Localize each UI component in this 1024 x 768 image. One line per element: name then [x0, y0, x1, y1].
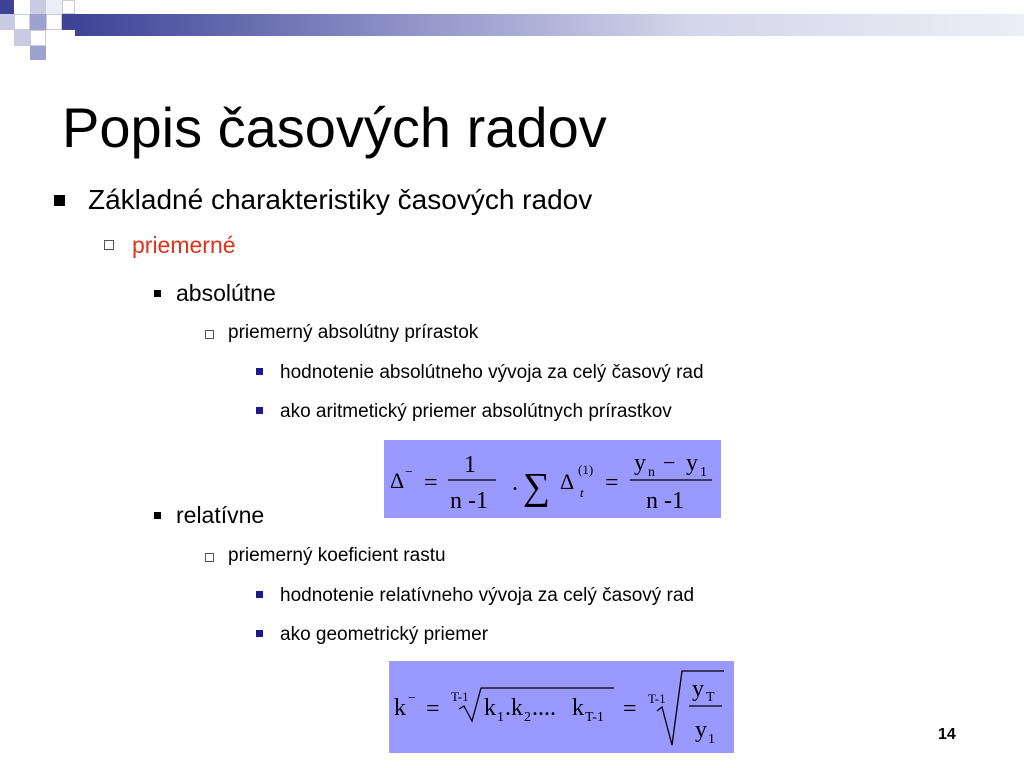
bullet-l5-relative-a: hodnotenie relatívneho vývoja za celý časový rad	[280, 585, 695, 606]
f1-sup: (1)	[578, 462, 594, 477]
bullet-square-icon	[256, 630, 263, 637]
f1-minus: −	[663, 450, 676, 475]
f2-den-1: 1	[708, 732, 715, 747]
f1-num2-y: y	[634, 450, 646, 476]
bullet-square-icon	[256, 591, 263, 598]
decor-square	[46, 14, 62, 30]
f2-k2: k	[511, 695, 523, 721]
f1-den2: n -1	[646, 488, 684, 514]
f1-num1: 1	[464, 452, 476, 478]
f1-lhs: Δ	[390, 468, 405, 493]
bullet-l3-relative: relatívne	[176, 502, 265, 528]
slide-title: Popis časových radov	[62, 96, 607, 159]
decor-square	[46, 0, 62, 14]
bullet-l4-absolute: priemerný absolútny prírastok	[228, 322, 479, 343]
bullet-square-icon	[154, 290, 161, 297]
bullet-l5-absolute-b: ako aritmetický priemer absolútnych prírastkov	[280, 401, 672, 422]
f2-num-y: y	[692, 676, 704, 702]
f2-num-T: T	[706, 690, 715, 705]
bullet-square-icon	[154, 512, 161, 519]
decor-square	[62, 0, 75, 14]
f2-den-y: y	[695, 717, 707, 743]
bullet-square-icon	[256, 368, 263, 375]
bullet-hollow-square-icon	[205, 553, 214, 562]
f2-root-index: T-1	[451, 689, 469, 704]
f1-eq: =	[424, 470, 438, 496]
decor-square	[62, 14, 75, 30]
formula-average-absolute-increment	[384, 440, 721, 518]
f1-num2-n: n	[648, 465, 655, 480]
f2-eq: =	[426, 696, 440, 722]
f2-sT: T-1	[585, 710, 604, 725]
bullet-l4-relative: priemerný koeficient rastu	[228, 545, 446, 566]
f1-bar: −	[405, 465, 413, 480]
f1-num2-y1: y	[686, 450, 698, 476]
f2-root-index2: T-1	[648, 691, 666, 706]
f2-dots: ....	[532, 695, 556, 721]
f2-eq2: =	[623, 696, 637, 722]
f2-k1: k	[484, 695, 496, 721]
bullet-l2: priemerné	[132, 232, 236, 258]
bullet-l3-absolute: absolútne	[176, 280, 276, 306]
bullet-square-icon	[256, 407, 263, 414]
f2-bar: −	[408, 691, 416, 706]
decor-square	[14, 14, 30, 30]
f1-sum: ∑	[523, 466, 551, 508]
f1-num2-1: 1	[700, 465, 707, 480]
decor-square	[0, 0, 14, 14]
f2-k3: k	[572, 695, 584, 721]
bullet-hollow-square-icon	[205, 330, 214, 339]
f2-dot: .	[505, 695, 511, 721]
bullet-l5-relative-b: ako geometrický priemer	[280, 624, 489, 645]
decor-square	[30, 14, 46, 30]
decor-square	[30, 0, 46, 14]
bullet-hollow-square-icon	[104, 240, 114, 250]
f2-s2: 2	[524, 710, 531, 725]
f1-den1: n -1	[450, 488, 488, 514]
decor-square	[30, 46, 46, 60]
f2-lhs: k	[394, 695, 406, 721]
header-gradient-bar	[75, 14, 1024, 36]
f1-dot: .	[512, 470, 518, 496]
f2-s1: 1	[497, 710, 504, 725]
decor-square	[30, 30, 46, 46]
page-number: 14	[938, 726, 956, 743]
decor-square	[14, 30, 30, 46]
decor-square	[0, 14, 14, 30]
f1-eq2: =	[605, 470, 619, 496]
f1-sub: t	[580, 485, 584, 500]
bullet-square-icon	[54, 195, 65, 206]
formula-average-growth-coefficient	[389, 661, 734, 753]
bullet-l5-absolute-a: hodnotenie absolútneho vývoja za celý časový rad	[280, 362, 704, 383]
bullet-l1: Základné charakteristiky časových radov	[88, 184, 593, 215]
f1-delta: Δ	[560, 469, 575, 494]
